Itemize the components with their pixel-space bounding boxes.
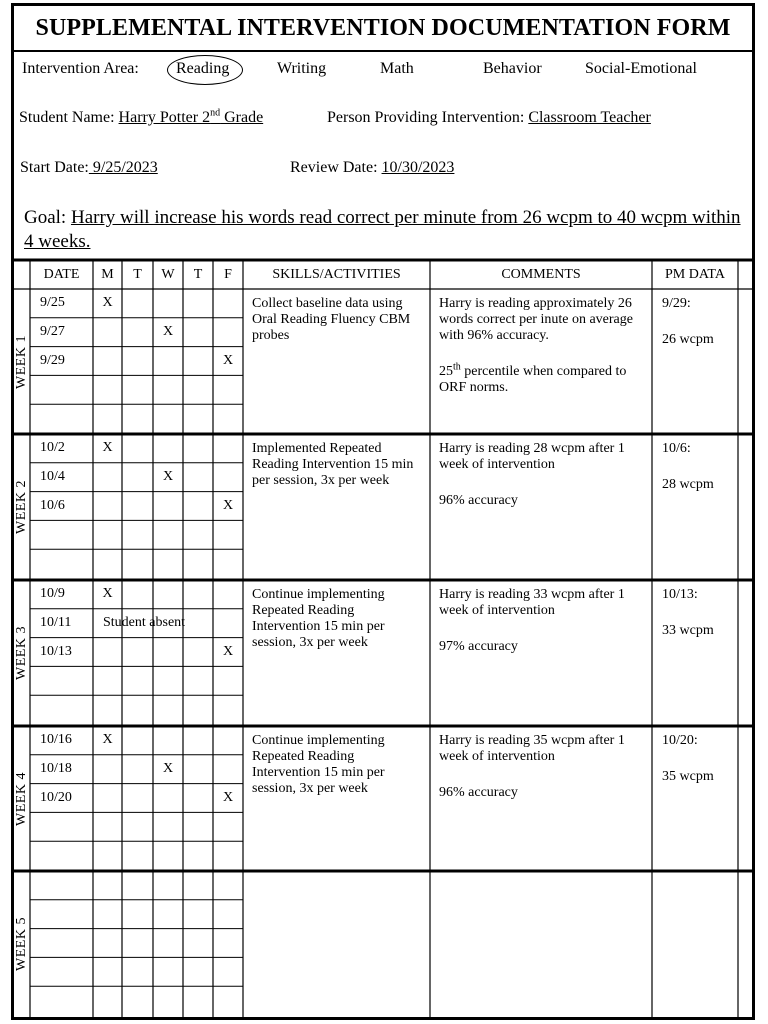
date-cell: 10/2	[40, 440, 65, 455]
week-label: WEEK 2	[14, 480, 29, 534]
header-t2: T	[193, 267, 203, 282]
skills-text: Collect baseline data using Oral Reading Fluency CBM probes	[252, 296, 411, 343]
skills-text: Continue implementing Repeated Reading Intervention 15 min per session, 3x per week	[252, 733, 385, 796]
header-pm-data: PM DATA	[665, 267, 725, 282]
intervention-area-label: Intervention Area:	[22, 60, 139, 77]
week-label: WEEK 3	[14, 626, 29, 680]
date-cell: 10/20	[40, 789, 72, 805]
attendance-mark: X	[102, 732, 113, 747]
provider-value: Classroom Teacher	[528, 109, 651, 126]
area-behavior: Behavior	[483, 60, 542, 77]
skills-text: Implemented Repeated Reading Intervention 15 min per session, 3x per week	[252, 441, 414, 488]
provider-label: Person Providing Intervention:	[327, 109, 525, 126]
student-name-value: Harry Potter 2nd Grade	[118, 107, 264, 126]
area-reading: Reading	[176, 60, 230, 77]
date-cell: 10/6	[40, 497, 65, 513]
attendance-mark: X	[162, 760, 174, 776]
table-grid-lines	[14, 6, 758, 1023]
attendance-mark: X	[162, 323, 174, 339]
header-w: W	[161, 267, 175, 282]
attendance-mark: X	[222, 497, 234, 513]
attendance-mark: X	[222, 789, 234, 805]
pm-date: 9/29:	[662, 296, 691, 311]
pm-date: 10/6:	[662, 441, 691, 456]
date-cell: 10/16	[40, 732, 72, 747]
comment-accuracy: 96% accuracy	[439, 493, 518, 508]
absence-note: Student absent	[103, 614, 186, 630]
comment-accuracy: 96% accuracy	[439, 785, 518, 800]
date-cell: 10/18	[40, 760, 72, 776]
header-comments: COMMENTS	[501, 267, 581, 282]
skills-text: Continue implementing Repeated Reading Intervention 15 min per session, 3x per week	[252, 587, 385, 650]
date-cell: 9/29	[40, 352, 65, 368]
pm-value: 28 wcpm	[662, 477, 714, 492]
attendance-mark: X	[222, 643, 234, 659]
student-name-label: Student Name:	[19, 109, 115, 126]
header-t: T	[133, 267, 142, 282]
comment-accuracy: 97% accuracy	[439, 639, 518, 654]
attendance-mark: X	[222, 352, 234, 368]
form-title: SUPPLEMENTAL INTERVENTION DOCUMENTATION FORM	[14, 6, 752, 52]
pm-value: 35 wcpm	[662, 769, 714, 784]
date-cell: 9/25	[40, 295, 65, 310]
area-social-emotional: Social-Emotional	[585, 60, 697, 77]
pm-date: 10/20:	[662, 733, 698, 748]
review-date-value: 10/30/2023	[381, 159, 455, 176]
comment-text: Harry is reading 28 wcpm after 1 week of intervention	[439, 441, 625, 472]
header-skills: SKILLS/ACTIVITIES	[272, 267, 401, 282]
attendance-mark: X	[102, 440, 113, 455]
attendance-mark: X	[102, 295, 113, 310]
area-math: Math	[380, 60, 414, 77]
intervention-form	[11, 3, 755, 1020]
review-date-label: Review Date:	[290, 159, 378, 176]
start-date-value: 9/25/2023	[88, 159, 158, 176]
week-label: WEEK 5	[14, 917, 29, 971]
header-date: DATE	[43, 267, 80, 282]
comment-percentile: 25th percentile when compared to ORF norms.	[439, 361, 627, 395]
pm-value: 33 wcpm	[662, 623, 714, 638]
comment-text: Harry is reading 33 wcpm after 1 week of intervention	[439, 587, 625, 618]
goal-label: Goal:	[24, 207, 67, 228]
week-label: WEEK 1	[14, 334, 29, 389]
header-m: M	[101, 267, 114, 282]
goal-text: Harry will increase his words read correct per minute from 26 wcpm to 40 wcpm within 4 weeks.	[24, 207, 741, 252]
comment-text: Harry is reading approximately 26 words correct per inute on average with 96% accuracy.	[439, 296, 633, 343]
date-cell: 10/13	[40, 643, 72, 659]
week-label: WEEK 4	[14, 771, 29, 826]
date-cell: 10/11	[40, 614, 72, 630]
start-date-label: Start Date:	[20, 159, 89, 176]
date-cell: 10/4	[40, 468, 65, 484]
pm-date: 10/13:	[662, 587, 698, 602]
attendance-mark: X	[102, 586, 113, 601]
attendance-mark: X	[162, 468, 174, 484]
pm-value: 26 wcpm	[662, 332, 714, 347]
date-cell: 9/27	[40, 323, 65, 339]
comment-text: Harry is reading 35 wcpm after 1 week of intervention	[439, 733, 625, 764]
date-cell: 10/9	[40, 586, 65, 601]
area-writing: Writing	[277, 60, 327, 77]
header-f: F	[224, 267, 232, 282]
